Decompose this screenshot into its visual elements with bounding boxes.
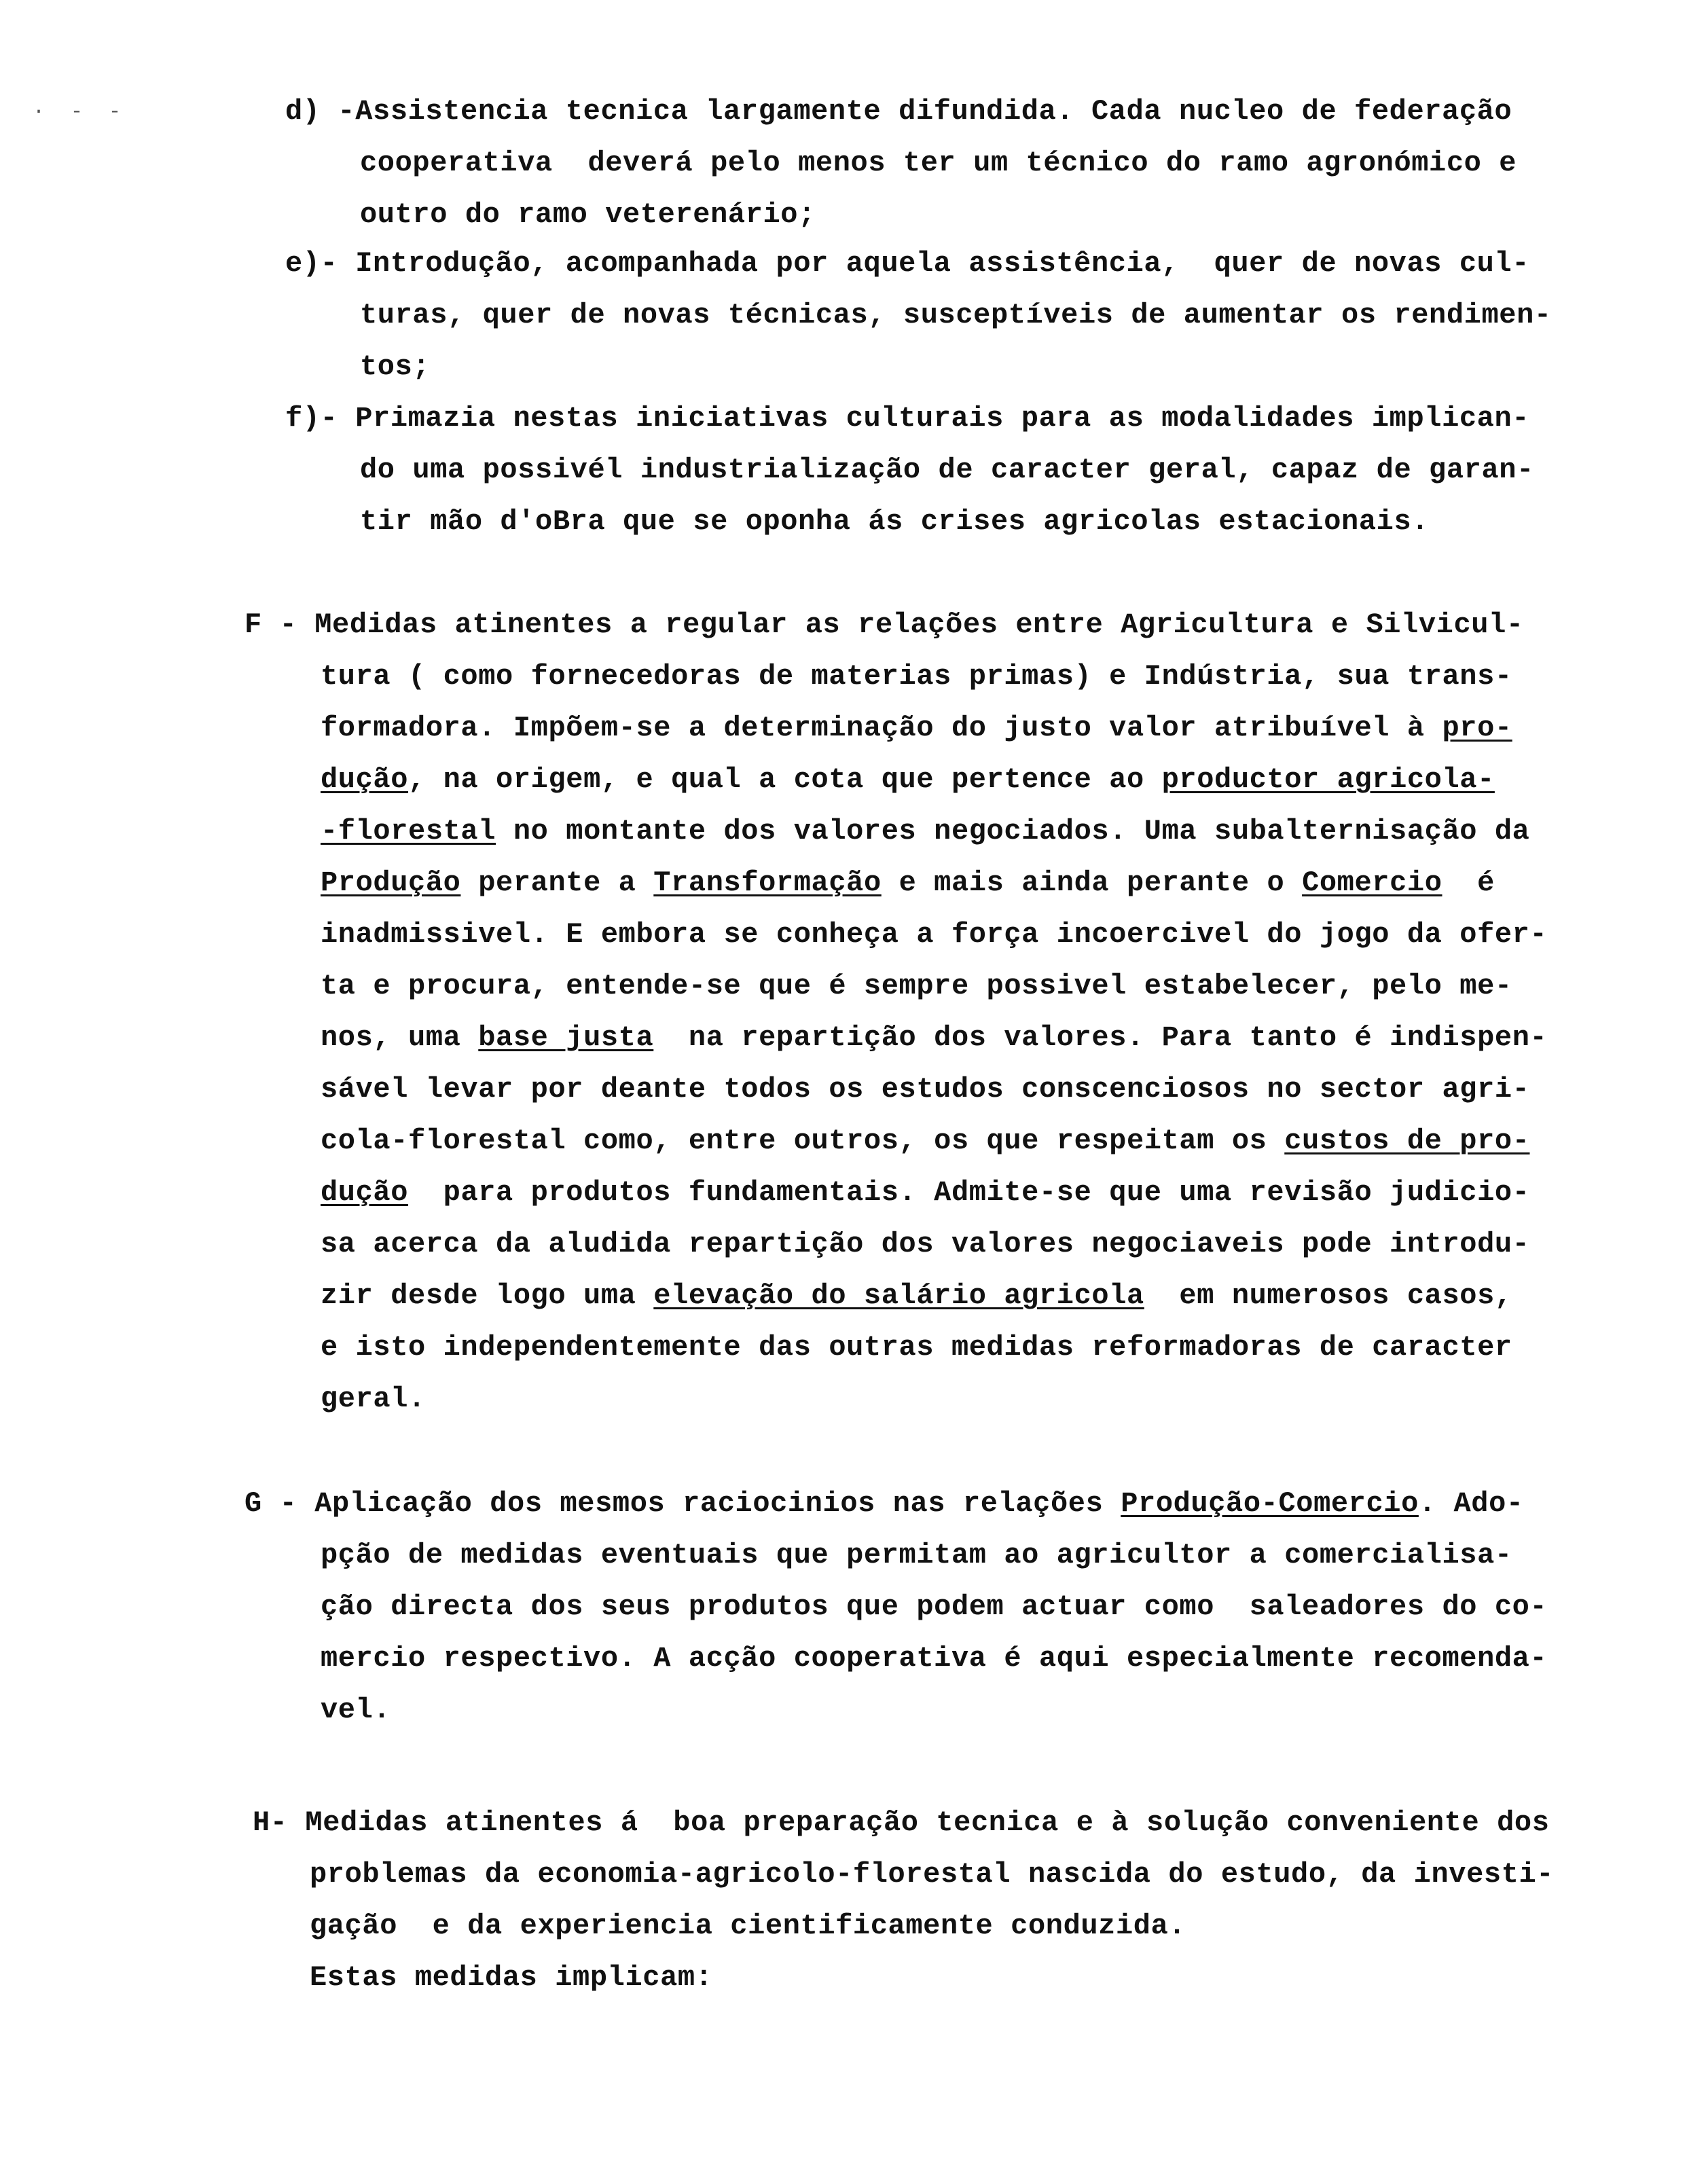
text-line [285, 95, 1512, 128]
text-line [321, 867, 1495, 899]
text-segment: pção de medidas eventuais que permitam ao agricultor a comercialisa- [321, 1539, 1512, 1571]
underlined-phrase: dução [321, 1176, 409, 1209]
text-line [321, 1021, 1547, 1054]
underlined-phrase: dução [321, 763, 409, 796]
underlined-phrase: Transformação [653, 867, 882, 899]
underlined-phrase: Produção [321, 867, 461, 899]
underlined-phrase: -florestal [321, 815, 496, 848]
text-segment: perante a [460, 867, 654, 899]
text-segment: mercio respectivo. A acção cooperativa é aqui especialmente recomenda- [321, 1642, 1548, 1675]
text-segment: tos; [360, 350, 431, 383]
text-line [321, 1176, 1530, 1209]
text-line [321, 1383, 426, 1415]
text-line [360, 198, 816, 231]
text-line [321, 763, 1495, 796]
text-line [310, 1858, 1554, 1891]
text-line [321, 1642, 1547, 1675]
text-line [321, 815, 1530, 848]
underlined-phrase: Produção-Comercio [1121, 1487, 1419, 1520]
text-line [360, 505, 1429, 538]
text-segment: . Ado- [1418, 1487, 1524, 1520]
text-line [321, 1125, 1530, 1157]
text-segment: em numerosos casos, [1144, 1279, 1512, 1312]
text-segment: ta e procura, entende-se que é sempre possivel estabelecer, pelo me- [321, 970, 1512, 1002]
text-segment: gação e da experiencia cientificamente conduzida. [310, 1910, 1186, 1942]
text-segment: H- Medidas atinentes á boa preparação tecnica e à solução conveniente dos [253, 1806, 1550, 1839]
text-line [321, 1073, 1529, 1106]
text-line [360, 147, 1517, 179]
text-line [321, 970, 1512, 1002]
text-segment: na repartição dos valores. Para tanto é indispen- [653, 1021, 1548, 1054]
text-line [253, 1806, 1550, 1839]
underlined-phrase: elevação do salário agricola [653, 1279, 1144, 1312]
text-line [321, 1228, 1529, 1260]
text-segment: vel. [321, 1694, 391, 1726]
text-segment: turas, quer de novas técnicas, susceptíveis de aumentar os rendimen- [360, 299, 1552, 331]
underlined-phrase: pro- [1442, 712, 1512, 744]
text-segment: d) -Assistencia tecnica largamente difundida. Cada nucleo de federação [285, 95, 1512, 128]
text-line [321, 918, 1547, 951]
text-segment: outro do ramo veterenário; [360, 198, 816, 231]
text-line [285, 247, 1529, 280]
text-segment: cooperativa deverá pelo menos ter um técnico do ramo agronómico e [360, 147, 1517, 179]
text-segment: tura ( como fornecedoras de materias primas) e Indústria, sua trans- [321, 660, 1512, 693]
text-line [360, 350, 430, 383]
text-segment: e)- Introdução, acompanhada por aquela assistência, quer de novas cul- [285, 247, 1530, 280]
text-line [321, 1279, 1512, 1312]
stray-marks: · - - [33, 101, 128, 124]
text-line [285, 402, 1529, 435]
text-segment: tir mão d'oBra que se oponha ás crises agricolas estacionais. [360, 505, 1430, 538]
text-line [321, 1331, 1512, 1364]
text-segment: cola-florestal como, entre outros, os que respeitam os [321, 1125, 1285, 1157]
text-line [321, 1590, 1547, 1623]
text-segment: é [1442, 867, 1495, 899]
text-line [310, 1961, 713, 1994]
text-line [360, 299, 1552, 331]
text-segment: e isto independentemente das outras medidas reformadoras de caracter [321, 1331, 1512, 1364]
text-segment: no montante dos valores negociados. Uma subalternisação da [496, 815, 1530, 848]
text-segment: nos, uma [321, 1021, 479, 1054]
text-segment: sa acerca da aludida repartição dos valores negociaveis pode introdu- [321, 1228, 1530, 1260]
text-segment: ção directa dos seus produtos que podem actuar como saleadores do co- [321, 1590, 1548, 1623]
text-line [360, 454, 1534, 486]
text-segment: do uma possivél industrialização de caracter geral, capaz de garan- [360, 454, 1534, 486]
text-segment: geral. [321, 1383, 426, 1415]
underlined-phrase: productor agricola- [1161, 763, 1495, 796]
text-line [321, 712, 1512, 744]
text-segment: problemas da economia-agricolo-florestal nascida do estudo, da investi- [310, 1858, 1555, 1891]
text-segment: Estas medidas implicam: [310, 1961, 713, 1994]
text-line [244, 608, 1524, 641]
text-segment: e mais ainda perante o [881, 867, 1303, 899]
text-segment: para produtos fundamentais. Admite-se que uma revisão judicio- [408, 1176, 1530, 1209]
underlined-phrase: Comercio [1302, 867, 1442, 899]
text-segment: formadora. Impõem-se a determinação do justo valor atribuível à [321, 712, 1442, 744]
text-line [244, 1487, 1524, 1520]
text-segment: zir desde logo uma [321, 1279, 654, 1312]
text-segment: G - Aplicação dos mesmos raciocinios nas relações [244, 1487, 1121, 1520]
underlined-phrase: custos de pro- [1284, 1125, 1530, 1157]
underlined-phrase: base justa [478, 1021, 654, 1054]
text-segment: , na origem, e qual a cota que pertence ao [408, 763, 1162, 796]
text-line [321, 1539, 1512, 1571]
text-line [321, 660, 1512, 693]
text-segment: sável levar por deante todos os estudos conscenciosos no sector agri- [321, 1073, 1530, 1106]
text-segment: inadmissivel. E embora se conheça a força incoercivel do jogo da ofer- [321, 918, 1548, 951]
text-line [321, 1694, 391, 1726]
text-line [310, 1910, 1186, 1942]
text-segment: f)- Primazia nestas iniciativas culturais para as modalidades implican- [285, 402, 1530, 435]
text-segment: F - Medidas atinentes a regular as relações entre Agricultura e Silvicul- [244, 608, 1524, 641]
